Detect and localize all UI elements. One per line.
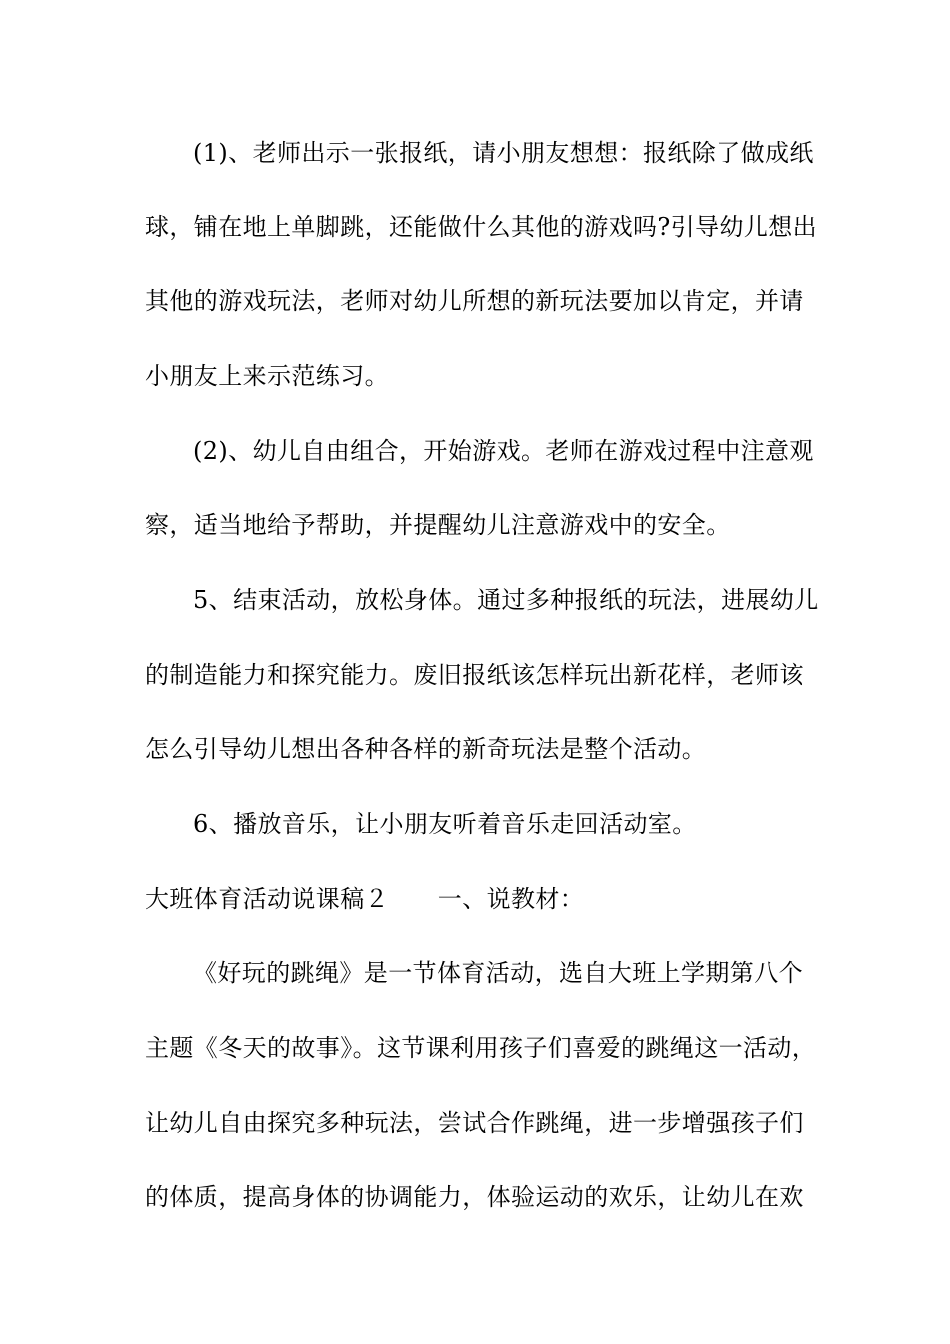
paragraph-line: 5、结束活动，放松身体。通过多种报纸的玩法，进展幼儿	[193, 586, 819, 614]
paragraph-line: (2)、幼儿自由组合，开始游戏。老师在游戏过程中注意观	[193, 437, 814, 465]
paragraph-line: 小朋友上来示范练习。	[145, 362, 389, 390]
paragraph-line: 球，铺在地上单脚跳，还能做什么其他的游戏吗?引导幼儿想出	[145, 213, 818, 241]
paragraph-line: 主题《冬天的故事》。这节课利用孩子们喜爱的跳绳这一活动，	[145, 1034, 817, 1062]
paragraph-line: 的体质，提高身体的协调能力，体验运动的欢乐，让幼儿在欢	[145, 1183, 804, 1211]
paragraph-line: 的制造能力和探究能力。废旧报纸该怎样玩出新花样，老师该	[145, 661, 804, 689]
section-heading-line: 大班体育活动说课稿２ 一、说教材：	[145, 885, 585, 913]
paragraph-line: 《好玩的跳绳》是一节体育活动，选自大班上学期第八个	[193, 959, 803, 987]
paragraph-line: 让幼儿自由探究多种玩法，尝试合作跳绳，进一步增强孩子们	[145, 1109, 804, 1137]
paragraph-line: 6、播放音乐，让小朋友听着音乐走回活动室。	[193, 810, 697, 838]
paragraph-line: 怎么引导幼儿想出各种各样的新奇玩法是整个活动。	[145, 735, 707, 763]
paragraph-line: 其他的游戏玩法，老师对幼儿所想的新玩法要加以肯定，并请	[145, 287, 804, 315]
paragraph-line: (1)、老师出示一张报纸，请小朋友想想：报纸除了做成纸	[193, 139, 814, 167]
paragraph-line: 察，适当地给予帮助，并提醒幼儿注意游戏中的安全。	[145, 511, 731, 539]
